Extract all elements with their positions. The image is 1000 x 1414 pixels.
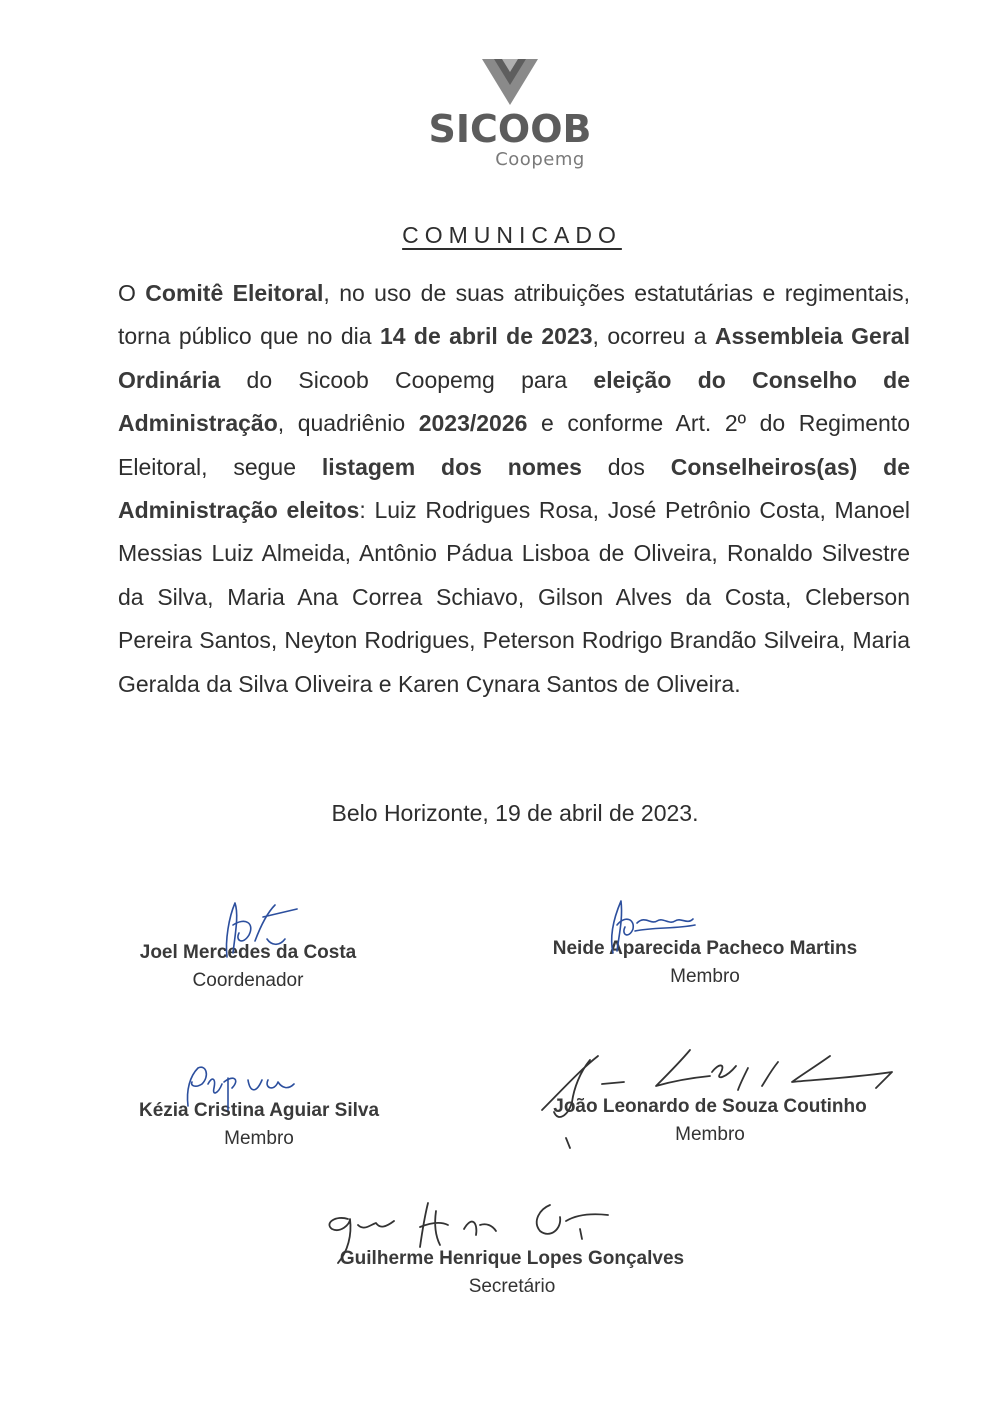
body-text-segment: , no uso de suas atribuições estatutárias e regimentais, torna público que no dia [118,280,910,350]
document-title: COMUNICADO [402,222,622,248]
signatory-role: Coordenador [192,970,304,991]
sicoob-triangle-icon [480,55,540,107]
signature-block-secretary [306,1248,718,1298]
body-text-segment: , quadriênio [277,410,419,437]
signature-block-member-kezia [110,1100,408,1150]
signatory-role: Secretário [468,1276,556,1297]
body-text-segment: : Luiz Rodrigues Rosa, José Petrônio Costa, Manoel Messias Luiz Almeida, Antônio Pádua Lisboa de Oliveira, Ronaldo Silvestre da Silva, Maria Ana Correa Schiavo, Gilson Alves da Costa, Cleberson Pereira Santos, Neyton Rodrigues, Peterson Rodrigo Brandão Silveira, Maria Geralda da Silva Oliveira e Karen Cynara Santos de Oliveira. [118,497,910,697]
signature-block-coordinator [120,942,376,992]
signatory-name: Joel Mercedes da Costa [139,942,357,963]
body-text-segment: e conforme Art. 2º do Regimento Eleitoral, segue [118,410,910,480]
logo-brand-text: SICOOB [428,107,592,151]
signatory-name: Kézia Cristina Aguiar Silva [138,1100,380,1121]
signatory-role: Membro [675,1124,745,1145]
signatory-role: Membro [670,966,740,987]
signatory-name: Neide Aparecida Pacheco Martins [552,938,858,959]
announcement-body [118,272,910,706]
body-text-segment: dos [581,453,671,480]
body-text-segment: O [118,280,146,306]
body-emphasis-text: 2023/2026 [418,410,528,437]
body-text-segment: do Sicoob Coopemg para [220,366,594,393]
body-emphasis-text: Assembleia Geral Ordinária [118,323,910,393]
signatory-name: João Leonardo de Souza Coutinho [553,1096,867,1117]
signatory-name: Guilherme Henrique Lopes Gonçalves [339,1248,685,1269]
body-emphasis-text: 14 de abril de 2023 [379,323,593,350]
body-emphasis-text: Comitê Eleitoral [145,280,324,306]
logo-subtitle-text: Coopemg [495,149,585,170]
signatory-role: Membro [224,1128,294,1149]
signature-block-member-neide [520,938,890,988]
body-emphasis-text: listagem dos nomes [321,453,582,480]
date-line: Belo Horizonte, 19 de abril de 2023. [331,800,699,826]
body-emphasis-text: Conselheiros(as) de Administração eleitos [118,453,910,524]
signature-block-member-joao [525,1096,895,1146]
body-emphasis-text: eleição do Conselho de Administração [118,366,910,437]
body-text-segment: , ocorreu a [592,323,715,350]
